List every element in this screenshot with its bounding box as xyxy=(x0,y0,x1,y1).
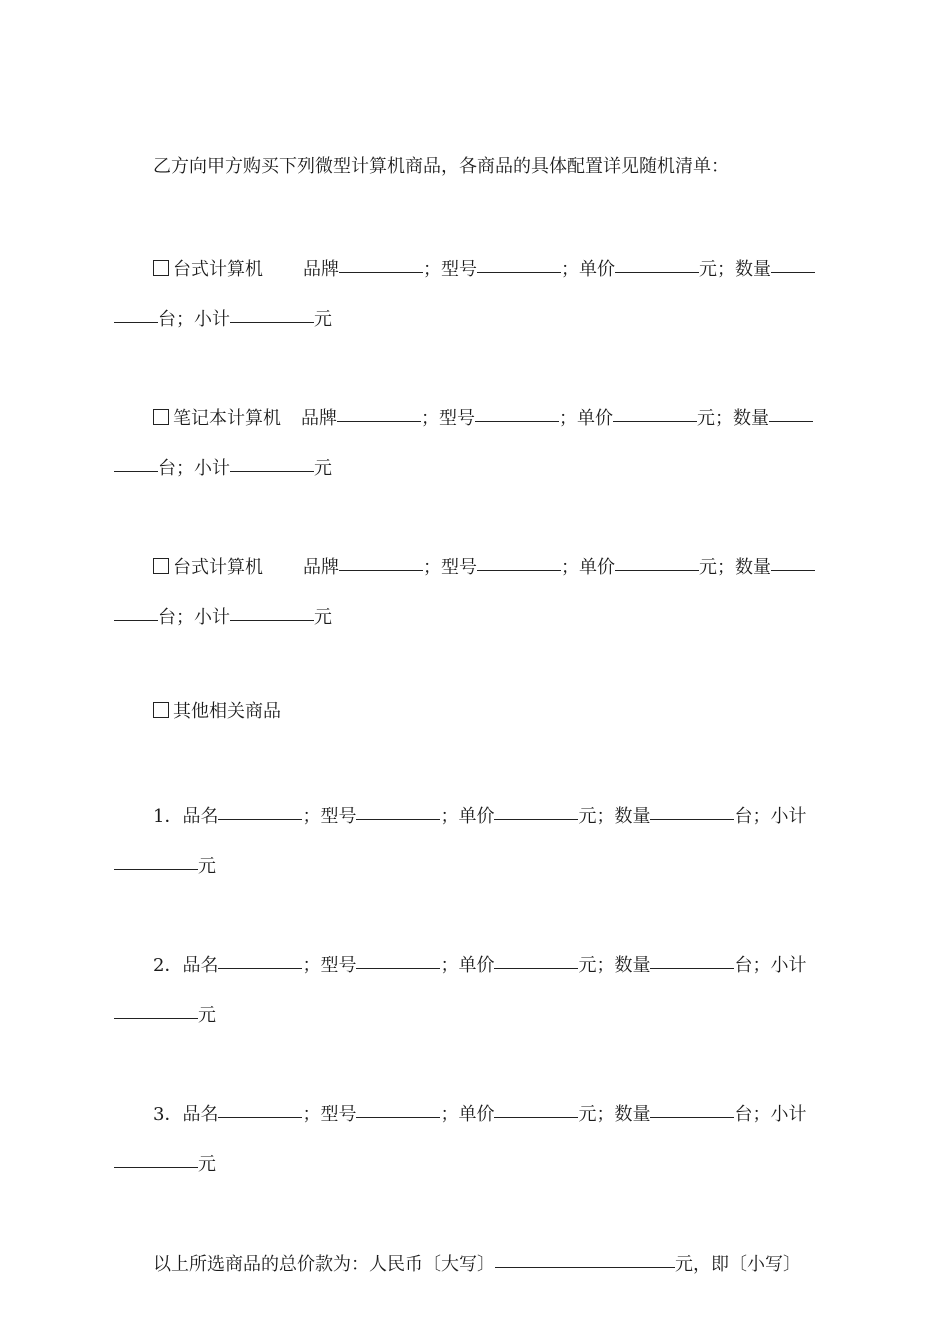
labels-model-text: 型号 xyxy=(441,259,477,280)
qty-blank-start[interactable] xyxy=(771,548,815,571)
subtotal-blank[interactable] xyxy=(114,1145,198,1168)
labels-price-text: 单价 xyxy=(579,557,615,578)
labels-sep-text: ； xyxy=(423,259,441,280)
computer-item-3-line-1 xyxy=(153,548,950,578)
brand-blank[interactable] xyxy=(337,399,421,422)
labels-qty-text: 数量 xyxy=(735,557,771,578)
labels-tai-text: 台 xyxy=(158,458,176,479)
computer-item-1-line-2 xyxy=(114,300,950,330)
labels-price-text: 单价 xyxy=(458,1104,495,1125)
other_items-1-number-text: 2． xyxy=(153,955,183,976)
model-blank[interactable] xyxy=(477,250,561,273)
total-uppercase-blank[interactable] xyxy=(495,1245,675,1268)
price-blank[interactable] xyxy=(494,946,578,969)
qty-blank-end[interactable] xyxy=(114,449,158,472)
labels-sep-text: ； xyxy=(717,557,735,578)
price-blank[interactable] xyxy=(615,548,699,571)
other_heading-text: 其他相关商品 xyxy=(173,701,281,722)
labels-sep-text: ； xyxy=(715,408,733,429)
subtotal-blank[interactable] xyxy=(230,300,314,323)
labels-model-text: 型号 xyxy=(320,955,357,976)
qty-blank-end[interactable] xyxy=(114,598,158,621)
labels-yuan-text: 元 xyxy=(198,1005,216,1026)
labels-sep-text: ； xyxy=(302,955,321,976)
labels-subtotal-text: 小计 xyxy=(770,955,807,976)
model-blank[interactable] xyxy=(356,1095,440,1118)
total-mid-text: 元，即〔小写〕 xyxy=(675,1254,801,1275)
labels-sep-text: ； xyxy=(423,557,441,578)
labels-model-text: 型号 xyxy=(320,806,357,827)
item-name-blank[interactable] xyxy=(218,1095,302,1118)
labels-sep-text: ； xyxy=(440,806,459,827)
checkbox-icon[interactable] xyxy=(153,260,169,276)
labels-qty-text: 数量 xyxy=(614,955,651,976)
other-item-3-line-2 xyxy=(114,1145,950,1175)
labels-tai-text: 台 xyxy=(158,309,176,330)
labels-yuan-text: 元 xyxy=(198,856,216,877)
labels-sep-text: ； xyxy=(440,1104,459,1125)
labels-model-text: 型号 xyxy=(441,557,477,578)
labels-brand-text: 品牌 xyxy=(303,259,339,280)
checkbox-icon[interactable] xyxy=(153,558,169,574)
labels-sep-text: ； xyxy=(752,955,771,976)
labels-brand-text: 品牌 xyxy=(303,557,339,578)
labels-yuan-text: 元 xyxy=(699,259,717,280)
labels-sep-text: ； xyxy=(596,955,615,976)
labels-sep-text: ； xyxy=(717,259,735,280)
labels-sep-text: ； xyxy=(176,458,194,479)
brand-blank[interactable] xyxy=(339,548,423,571)
labels-qty-text: 数量 xyxy=(735,259,771,280)
labels-qty-text: 数量 xyxy=(614,1104,651,1125)
labels-yuan-text: 元 xyxy=(198,1154,216,1175)
labels-yuan-text: 元 xyxy=(314,607,332,628)
total-prefix-text: 以上所选商品的总价款为：人民币〔大写〕 xyxy=(153,1254,495,1275)
checkbox-icon[interactable] xyxy=(153,702,169,718)
qty-blank[interactable] xyxy=(650,946,734,969)
labels-subtotal-text: 小计 xyxy=(194,607,230,628)
labels-tai-text: 台 xyxy=(158,607,176,628)
other-item-1-line-2 xyxy=(114,847,950,877)
price-blank[interactable] xyxy=(494,1095,578,1118)
subtotal-blank[interactable] xyxy=(230,449,314,472)
other-item-2-line-1 xyxy=(153,946,950,976)
other_items-2-number-text: 3． xyxy=(153,1104,183,1125)
item-name-blank[interactable] xyxy=(218,797,302,820)
labels-qty-text: 数量 xyxy=(614,806,651,827)
labels-price-text: 单价 xyxy=(458,806,495,827)
labels-sep-text: ； xyxy=(752,1104,771,1125)
other-item-1-line-1 xyxy=(153,797,950,827)
brand-blank[interactable] xyxy=(339,250,423,273)
labels-subtotal-text: 小计 xyxy=(770,1104,807,1125)
qty-blank[interactable] xyxy=(650,1095,734,1118)
computer-item-1-line-1 xyxy=(153,250,836,280)
price-blank[interactable] xyxy=(615,250,699,273)
labels-yuan-text: 元 xyxy=(314,458,332,479)
labels-item_name-text: 品名 xyxy=(182,806,219,827)
labels-sep-text: ； xyxy=(302,806,321,827)
labels-sep-text: ； xyxy=(596,1104,615,1125)
labels-sep-text: ； xyxy=(176,309,194,330)
labels-yuan-text: 元 xyxy=(578,806,597,827)
labels-subtotal-text: 小计 xyxy=(770,806,807,827)
labels-sep-text: ； xyxy=(302,1104,321,1125)
labels-model-text: 型号 xyxy=(439,408,475,429)
computer-item-3-line-2 xyxy=(114,598,950,628)
computer-type: 台式计算机 xyxy=(173,259,263,280)
labels-sep-text: ； xyxy=(440,955,459,976)
labels-tai-text: 台 xyxy=(734,806,753,827)
subtotal-blank[interactable] xyxy=(230,598,314,621)
other-item-2-line-2 xyxy=(114,996,950,1026)
model-blank[interactable] xyxy=(475,399,559,422)
qty-blank[interactable] xyxy=(650,797,734,820)
model-blank[interactable] xyxy=(477,548,561,571)
labels-yuan-text: 元 xyxy=(578,955,597,976)
labels-yuan-text: 元 xyxy=(578,1104,597,1125)
labels-sep-text: ； xyxy=(559,408,577,429)
price-blank[interactable] xyxy=(613,399,697,422)
labels-tai-text: 台 xyxy=(734,1104,753,1125)
computer-item-2-line-1 xyxy=(153,399,950,429)
qty-blank-start[interactable] xyxy=(771,250,815,273)
subtotal-blank[interactable] xyxy=(114,996,198,1019)
labels-sep-text: ； xyxy=(596,806,615,827)
other-goods-heading xyxy=(153,697,950,727)
checkbox-icon[interactable] xyxy=(153,409,169,425)
labels-price-text: 单价 xyxy=(579,259,615,280)
labels-yuan-text: 元 xyxy=(314,309,332,330)
labels-brand-text: 品牌 xyxy=(301,408,337,429)
labels-sep-text: ； xyxy=(421,408,439,429)
other_items-0-number-text: 1． xyxy=(153,806,183,827)
computer-type: 台式计算机 xyxy=(173,557,263,578)
labels-yuan-text: 元 xyxy=(697,408,715,429)
model-blank[interactable] xyxy=(356,797,440,820)
labels-model-text: 型号 xyxy=(320,1104,357,1125)
total-price-line xyxy=(153,1245,950,1275)
intro-paragraph: 乙方向甲方购买下列微型计算机商品，各商品的具体配置详见随机清单： xyxy=(153,156,729,177)
computer-type: 笔记本计算机 xyxy=(173,408,281,429)
labels-item_name-text: 品名 xyxy=(182,955,219,976)
labels-sep-text: ； xyxy=(561,259,579,280)
qty-blank-start[interactable] xyxy=(769,399,813,422)
labels-sep-text: ； xyxy=(752,806,771,827)
price-blank[interactable] xyxy=(494,797,578,820)
labels-qty-text: 数量 xyxy=(733,408,769,429)
qty-blank-end[interactable] xyxy=(114,300,158,323)
labels-price-text: 单价 xyxy=(458,955,495,976)
labels-sep-text: ； xyxy=(561,557,579,578)
computer-item-2-line-2 xyxy=(114,449,950,479)
labels-item_name-text: 品名 xyxy=(182,1104,219,1125)
other-item-3-line-1 xyxy=(153,1095,950,1125)
labels-yuan-text: 元 xyxy=(699,557,717,578)
labels-subtotal-text: 小计 xyxy=(194,309,230,330)
labels-price-text: 单价 xyxy=(577,408,613,429)
labels-sep-text: ； xyxy=(176,607,194,628)
labels-subtotal-text: 小计 xyxy=(194,458,230,479)
subtotal-blank[interactable] xyxy=(114,847,198,870)
model-blank[interactable] xyxy=(356,946,440,969)
item-name-blank[interactable] xyxy=(218,946,302,969)
labels-tai-text: 台 xyxy=(734,955,753,976)
